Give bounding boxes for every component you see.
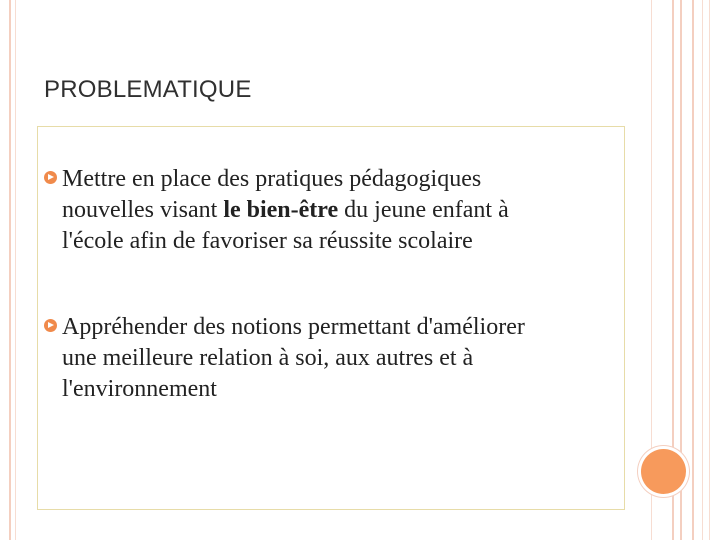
bullet-item-2-line-1 [44, 312, 525, 343]
bullet-item-1-emphasis: le bien-être [223, 197, 339, 223]
orange-circle-decoration [641, 449, 686, 494]
bullet-item-2 [44, 312, 525, 405]
bullet-item-2-line-2: une meilleure relation à soi, aux autres et à [62, 345, 474, 371]
bullet-item-1-line-3: l'école afin de favoriser sa réussite scolaire [62, 228, 473, 254]
bullet-arrow-icon [44, 171, 57, 184]
bullet-item-1 [44, 164, 509, 257]
bullet-item-1-text-1: Mettre en place des pratiques pédagogiques [62, 166, 482, 192]
bullet-item-1-text-2b: du jeune enfant à [338, 197, 509, 223]
bullet-item-1-line-1 [44, 164, 509, 195]
slide-frame-right-rail-inner [702, 0, 710, 540]
bullet-item-1-text-2a: nouvelles visant [62, 197, 224, 223]
slide-title: PROBLEMATIQUE [44, 76, 252, 103]
bullet-item-2-line-3: l'environnement [62, 376, 217, 402]
bullet-item-1-line-2 [44, 195, 509, 226]
bullet-arrow-icon [44, 319, 57, 332]
bullet-item-2-text-1: Appréhender des notions permettant d'améliorer [62, 314, 525, 340]
